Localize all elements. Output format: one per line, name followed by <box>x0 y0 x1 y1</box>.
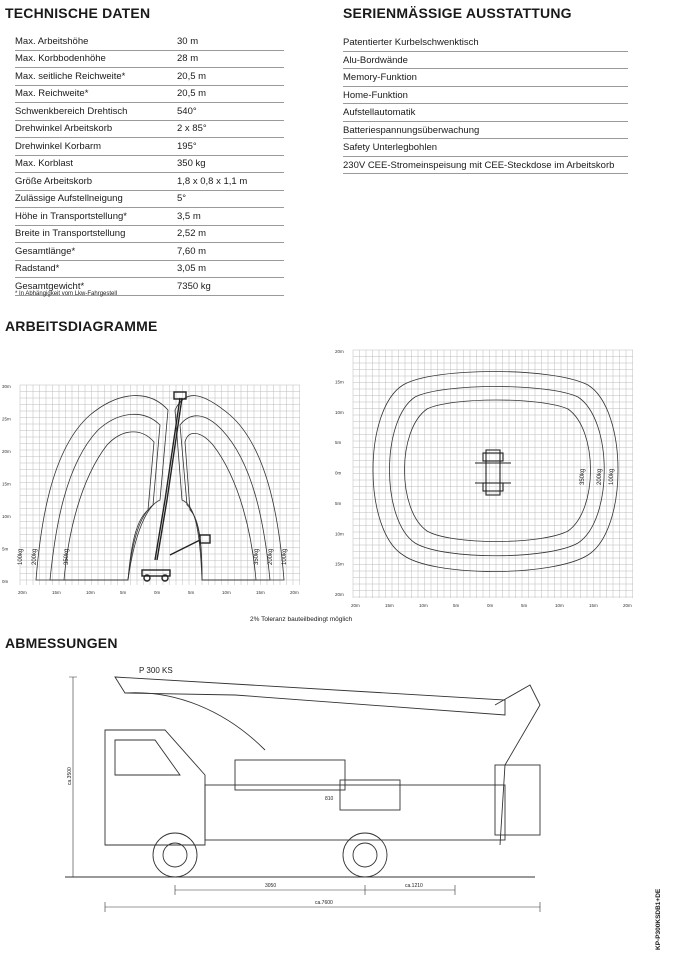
spec-label: Breite in Transportstellung <box>15 225 177 243</box>
tick-label: 5m <box>188 590 195 595</box>
spec-value: 30 m <box>177 33 284 50</box>
truck-dimension-drawing <box>65 665 545 925</box>
spec-label: Max. Korbbodenhöhe <box>15 50 177 68</box>
tick-label: 10m <box>335 531 344 537</box>
load-label: 200kg <box>32 548 38 565</box>
tick-label: 5m <box>453 603 460 608</box>
tick-label: 25m <box>2 416 11 422</box>
tick-label: 20m <box>623 603 632 608</box>
spec-value: 7,60 m <box>177 243 284 261</box>
spec-label: Max. Korblast <box>15 155 177 173</box>
tick-label: 15m <box>52 590 61 595</box>
feature-item: Memory-Funktion <box>343 69 628 87</box>
spec-row <box>15 173 284 191</box>
spec-value: 28 m <box>177 50 284 68</box>
vehicle-topview <box>475 450 511 495</box>
envelope-left-inner <box>64 432 154 580</box>
spec-label: Gesamtlänge* <box>15 243 177 261</box>
spec-value: 5° <box>177 190 284 208</box>
spec-label: Größe Arbeitskorb <box>15 173 177 191</box>
feature-list <box>343 34 628 174</box>
tick-label: 10m <box>222 590 231 595</box>
spec-label: Höhe in Transportstellung* <box>15 208 177 226</box>
spec-row <box>15 68 284 86</box>
feature-item: Safety Unterlegbohlen <box>343 139 628 157</box>
tick-label: 10m <box>335 409 344 415</box>
cab <box>105 730 205 845</box>
spec-value: 7350 kg <box>177 278 284 296</box>
turntable <box>235 760 345 790</box>
spec-label: Max. seitliche Reichweite* <box>15 68 177 86</box>
spec-row <box>15 225 284 243</box>
load-label: 350kg <box>580 468 586 485</box>
tick-label: 0m <box>335 470 342 476</box>
spec-footnote: * In Abhängigkeit vom Lkw-Fahrgestell <box>15 291 118 297</box>
load-label: 200kg <box>268 548 274 565</box>
feature-item: Alu-Bordwände <box>343 52 628 70</box>
spec-row <box>15 120 284 138</box>
spec-table <box>15 33 284 296</box>
spec-label: Schwenkbereich Drehtisch <box>15 103 177 121</box>
width-label: 810 <box>325 796 334 802</box>
spec-label: Max. Arbeitshöhe <box>15 33 177 50</box>
tick-label: 20m <box>351 603 360 608</box>
spec-row <box>15 138 284 156</box>
technische-daten-heading: TECHNISCHE DATEN <box>5 5 151 21</box>
front-wheel <box>153 833 197 877</box>
spec-value: 350 kg <box>177 155 284 173</box>
tick-label: 0m <box>487 603 494 608</box>
serien-heading: SERIENMÄSSIGE AUSSTATTUNG <box>343 5 572 21</box>
tick-label: 20m <box>290 590 299 595</box>
tick-label: 15m <box>335 561 344 567</box>
spec-value: 20,5 m <box>177 68 284 86</box>
load-label: 350kg <box>64 548 70 565</box>
feature-item: Patentierter Kurbelschwenktisch <box>343 34 628 52</box>
tick-label: 5m <box>335 500 342 506</box>
spec-label: Drehwinkel Korbarm <box>15 138 177 156</box>
load-label: 350kg <box>254 548 260 565</box>
tick-label: 5m <box>2 546 9 552</box>
tick-label: 5m <box>521 603 528 608</box>
load-label: 100kg <box>282 548 288 565</box>
working-diagram-side <box>2 380 310 610</box>
spec-label: Radstand* <box>15 260 177 278</box>
spec-value: 20,5 m <box>177 85 284 103</box>
tick-label: 5m <box>120 590 127 595</box>
tick-label: 15m <box>2 481 11 487</box>
spec-value: 195° <box>177 138 284 156</box>
abmessungen-heading: ABMESSUNGEN <box>5 635 118 651</box>
document-code: KP-P300KSDB1+DE <box>655 888 662 950</box>
tick-label: 30m <box>2 384 11 389</box>
basket <box>495 765 540 835</box>
spec-value: 2 x 85° <box>177 120 284 138</box>
tick-label: 20m <box>18 590 27 595</box>
feature-item: Aufstellautomatik <box>343 104 628 122</box>
spec-row <box>15 85 284 103</box>
load-label: 100kg <box>609 468 615 485</box>
tick-label: 20m <box>2 449 11 454</box>
rear-overhang-label: ca.1210 <box>405 883 423 889</box>
spec-row <box>15 50 284 68</box>
tick-label: 0m <box>154 590 161 595</box>
tick-label: 5m <box>335 440 342 446</box>
tick-label: 20m <box>335 349 344 354</box>
tick-label: 15m <box>335 379 344 385</box>
boom <box>115 677 505 715</box>
tick-label: 0m <box>2 579 9 584</box>
feature-item: Home-Funktion <box>343 87 628 105</box>
spec-value: 3,05 m <box>177 260 284 278</box>
working-diagram-top <box>335 345 643 608</box>
spec-row <box>15 260 284 278</box>
spec-label: Gesamtgewicht* <box>15 278 177 296</box>
spec-row <box>15 190 284 208</box>
spec-value: 540° <box>177 103 284 121</box>
tick-label: 15m <box>256 590 265 595</box>
spec-label: Zulässige Aufstellneigung <box>15 190 177 208</box>
spec-label: Max. Reichweite* <box>15 85 177 103</box>
tick-label: 15m <box>385 603 394 608</box>
tick-label: 15m <box>589 603 598 608</box>
spec-row <box>15 103 284 121</box>
feature-item: 230V CEE-Stromeinspeisung mit CEE-Steckdose im Arbeitskorb <box>343 157 628 175</box>
model-label: P 300 KS <box>139 666 173 675</box>
tick-label: 20m <box>335 592 344 597</box>
envelope-left-outer <box>36 396 168 580</box>
tick-label: 10m <box>86 590 95 595</box>
feature-item: Batteriespannungsüberwachung <box>343 122 628 140</box>
spec-row <box>15 208 284 226</box>
height-label: ca.3500 <box>67 767 73 785</box>
load-label: 100kg <box>18 548 24 565</box>
length-label: ca.7600 <box>315 900 333 906</box>
spec-value: 1,8 x 0,8 x 1,1 m <box>177 173 284 191</box>
load-label: 200kg <box>597 468 603 485</box>
tick-label: 10m <box>555 603 564 608</box>
spec-row <box>15 243 284 261</box>
spec-label: Drehwinkel Arbeitskorb <box>15 120 177 138</box>
top-envelope-inner <box>405 400 591 542</box>
spec-value: 3,5 m <box>177 208 284 226</box>
tick-label: 10m <box>419 603 428 608</box>
chassis <box>205 785 505 840</box>
spec-row <box>15 155 284 173</box>
arbeitsdiagramme-heading: ARBEITSDIAGRAMME <box>5 318 158 334</box>
spec-value: 2,52 m <box>177 225 284 243</box>
tolerance-note: 2% Toleranz bauteilbedingt möglich <box>250 616 353 623</box>
spec-row <box>15 33 284 50</box>
tick-label: 10m <box>2 514 11 519</box>
wheelbase-label: 3050 <box>265 883 277 889</box>
